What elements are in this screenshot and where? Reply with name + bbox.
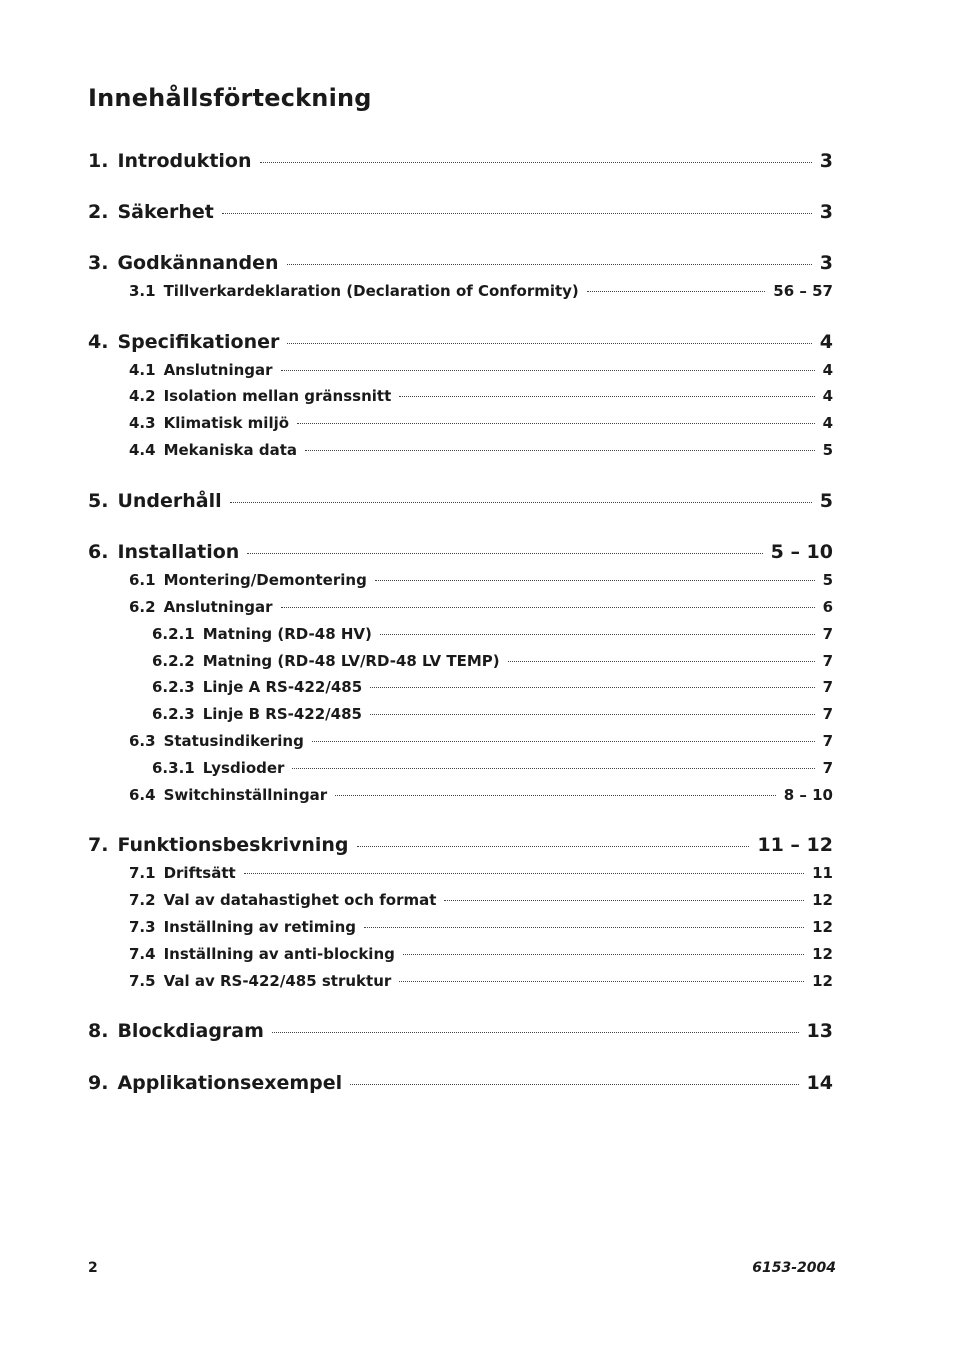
toc-entry-number: 7.2 — [129, 891, 156, 909]
toc-entry-number: 6. — [88, 541, 109, 563]
toc-entry[interactable] — [0, 282, 954, 300]
toc-entry-title: Driftsätt — [163, 864, 236, 882]
toc-leader-dots — [247, 552, 762, 554]
toc-entry-number: 6.2.1 — [152, 625, 195, 643]
toc-leader-dots — [260, 161, 812, 163]
toc-entry-page: 12 — [812, 918, 833, 936]
toc-leader-dots — [272, 1031, 799, 1033]
toc-entry-number: 5. — [88, 490, 109, 512]
toc-entry-number: 6.3.1 — [152, 759, 195, 777]
toc-leader-dots — [287, 342, 811, 344]
toc-entry[interactable] — [0, 834, 954, 856]
toc-entry-number: 7.4 — [129, 945, 156, 963]
toc-entry-number: 6.1 — [129, 571, 156, 589]
toc-leader-dots — [375, 579, 815, 581]
toc-entry-number: 1. — [88, 150, 109, 172]
toc-entry-page: 12 — [812, 972, 833, 990]
toc-entry-page: 7 — [822, 759, 833, 777]
toc-entry-page: 4 — [822, 414, 833, 432]
toc-entry-number: 9. — [88, 1072, 109, 1094]
toc-entry-number: 2. — [88, 201, 109, 223]
toc-leader-dots — [508, 660, 815, 662]
toc-entry-title: Mekaniska data — [163, 441, 297, 459]
toc-leader-dots — [230, 501, 812, 503]
toc-entry-page: 7 — [822, 652, 833, 670]
toc-entry-title: Val av datahastighet och format — [163, 891, 437, 909]
toc-entry[interactable] — [0, 705, 954, 723]
toc-entry-title: Matning (RD-48 LV/RD-48 LV TEMP) — [202, 652, 500, 670]
toc-leader-dots — [312, 740, 815, 742]
toc-entry[interactable] — [0, 490, 954, 512]
toc-leader-dots — [380, 633, 815, 635]
toc-entry[interactable] — [0, 414, 954, 432]
toc-entry[interactable] — [0, 864, 954, 882]
toc-entry-page: 5 — [822, 571, 833, 589]
toc-leader-dots — [222, 212, 812, 214]
toc-entry-page: 7 — [822, 678, 833, 696]
toc-entry-number: 4.1 — [129, 361, 156, 379]
toc-entry-title: Lysdioder — [202, 759, 285, 777]
toc-entry-page: 6 — [822, 598, 833, 616]
toc-entry-page: 7 — [822, 732, 833, 750]
toc-entry-number: 4.3 — [129, 414, 156, 432]
toc-entry[interactable] — [0, 786, 954, 804]
toc-leader-dots — [297, 422, 815, 424]
toc-entry[interactable] — [0, 201, 954, 223]
toc-entry-number: 3.1 — [129, 282, 156, 300]
toc-leader-dots — [399, 395, 814, 397]
toc-entry-page: 56 – 57 — [773, 282, 833, 300]
toc-entry-number: 6.2 — [129, 598, 156, 616]
toc-leader-dots — [305, 449, 815, 451]
toc-entry-title: Tillverkardeklaration (Declaration of Conformity) — [163, 282, 579, 300]
toc-entry[interactable] — [0, 252, 954, 274]
toc-entry[interactable] — [0, 732, 954, 750]
toc-entry-title: Funktionsbeskrivning — [117, 834, 349, 856]
toc-entry-page: 11 – 12 — [757, 834, 833, 856]
toc-entry-number: 4. — [88, 331, 109, 353]
toc-entry-title: Linje B RS-422/485 — [202, 705, 362, 723]
toc-entry-title: Godkännanden — [117, 252, 279, 274]
toc-entry-page: 14 — [806, 1072, 833, 1094]
toc-leader-dots — [281, 369, 815, 371]
toc-leader-dots — [370, 686, 814, 688]
toc-entry-number: 4.2 — [129, 387, 156, 405]
toc-entry-page: 4 — [822, 361, 833, 379]
toc-leader-dots — [335, 794, 776, 796]
toc-entry[interactable] — [0, 891, 954, 909]
toc-entry[interactable] — [0, 571, 954, 589]
toc-entry[interactable] — [0, 945, 954, 963]
toc-entry-title: Säkerhet — [117, 201, 214, 223]
toc-entry-number: 8. — [88, 1020, 109, 1042]
footer-page-number: 2 — [88, 1260, 98, 1276]
toc-entry-title: Blockdiagram — [117, 1020, 264, 1042]
toc-entry-page: 8 – 10 — [783, 786, 833, 804]
toc-entry-page: 7 — [822, 705, 833, 723]
toc-entry[interactable] — [0, 541, 954, 563]
toc-entry-page: 4 — [819, 331, 833, 353]
page-title: Innehållsförteckning — [88, 84, 372, 112]
toc-entry-title: Statusindikering — [163, 732, 304, 750]
toc-entry-page: 13 — [806, 1020, 833, 1042]
toc-leader-dots — [292, 767, 814, 769]
toc-entry-page: 5 — [819, 490, 833, 512]
toc-entry-title: Introduktion — [117, 150, 252, 172]
toc-entry-page: 3 — [819, 252, 833, 274]
toc-entry-page: 11 — [812, 864, 833, 882]
toc-entry-page: 3 — [819, 150, 833, 172]
toc-leader-dots — [587, 290, 766, 292]
toc-entry-page: 12 — [812, 891, 833, 909]
toc-entry-number: 7. — [88, 834, 109, 856]
toc-entry-page: 4 — [822, 387, 833, 405]
toc-leader-dots — [244, 872, 804, 874]
toc-entry-page: 5 – 10 — [770, 541, 833, 563]
toc-entry-title: Inställning av retiming — [163, 918, 356, 936]
toc-entry-number: 6.2.2 — [152, 652, 195, 670]
toc-entry-page: 12 — [812, 945, 833, 963]
toc-entry-title: Underhåll — [117, 490, 222, 512]
toc-entry-number: 3. — [88, 252, 109, 274]
toc-entry[interactable] — [0, 441, 954, 459]
toc-entry-number: 6.4 — [129, 786, 156, 804]
toc-entry-title: Specifikationer — [117, 331, 280, 353]
toc-leader-dots — [281, 606, 815, 608]
toc-entry-title: Montering/Demontering — [163, 571, 367, 589]
toc-entry-title: Isolation mellan gränssnitt — [163, 387, 392, 405]
toc-leader-dots — [444, 899, 804, 901]
toc-entry[interactable] — [0, 972, 954, 990]
toc-entry-page: 7 — [822, 625, 833, 643]
toc-entry-page: 5 — [822, 441, 833, 459]
toc-entry-title: Inställning av anti-blocking — [163, 945, 395, 963]
toc-leader-dots — [403, 953, 804, 955]
toc-entry-number: 6.2.3 — [152, 678, 195, 696]
toc-entry-page: 3 — [819, 201, 833, 223]
toc-entry-number: 6.2.3 — [152, 705, 195, 723]
toc-entry-number: 7.3 — [129, 918, 156, 936]
toc-entry-title: Switchinställningar — [163, 786, 328, 804]
toc-entry[interactable] — [0, 387, 954, 405]
toc-entry-title: Anslutningar — [163, 598, 273, 616]
toc-entry[interactable] — [0, 625, 954, 643]
toc-entry[interactable] — [0, 1072, 954, 1094]
toc-entry-number: 7.5 — [129, 972, 156, 990]
toc-entry-title: Linje A RS-422/485 — [202, 678, 363, 696]
toc-entry-title: Anslutningar — [163, 361, 273, 379]
toc-leader-dots — [357, 845, 750, 847]
footer-document-number: 6153-2004 — [752, 1260, 836, 1276]
toc-leader-dots — [350, 1083, 798, 1085]
toc-entry[interactable] — [0, 918, 954, 936]
toc-entry[interactable] — [0, 150, 954, 172]
toc-entry[interactable] — [0, 1020, 954, 1042]
toc-leader-dots — [364, 926, 804, 928]
toc-entry-title: Klimatisk miljö — [163, 414, 290, 432]
toc-entry[interactable] — [0, 652, 954, 670]
toc-entry-title: Applikationsexempel — [117, 1072, 343, 1094]
toc-entry-number: 7.1 — [129, 864, 156, 882]
toc-entry[interactable] — [0, 678, 954, 696]
toc-entry-title: Val av RS-422/485 struktur — [163, 972, 392, 990]
toc-entry[interactable] — [0, 361, 954, 379]
toc-entry-number: 4.4 — [129, 441, 156, 459]
toc-entry[interactable] — [0, 759, 954, 777]
toc-entry-title: Installation — [117, 541, 240, 563]
toc-leader-dots — [399, 980, 804, 982]
toc-entry-title: Matning (RD-48 HV) — [202, 625, 372, 643]
toc-entry-number: 6.3 — [129, 732, 156, 750]
toc-leader-dots — [370, 713, 815, 715]
toc-entry[interactable] — [0, 331, 954, 353]
toc-entry[interactable] — [0, 598, 954, 616]
toc-leader-dots — [287, 263, 812, 265]
